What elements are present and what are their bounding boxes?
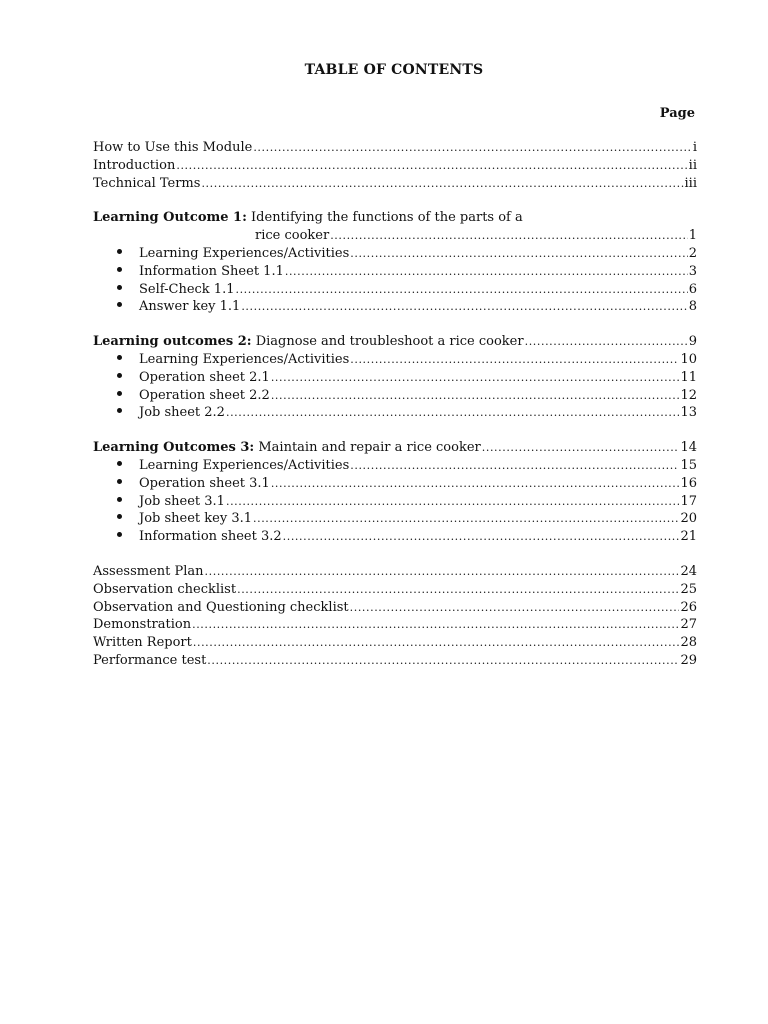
- dot-leader: [201, 175, 683, 193]
- toc-entry[interactable]: [93, 563, 697, 581]
- toc-entry-label: Technical Terms: [93, 175, 201, 191]
- learning-outcome-1-continuation: rice cooker: [255, 228, 330, 244]
- dot-leader: [253, 510, 679, 528]
- toc-subentry[interactable]: [93, 457, 697, 475]
- dot-leader: [482, 439, 680, 457]
- dot-leader: [253, 139, 692, 157]
- toc-entry-label: Learning Experiences/Activities: [139, 457, 350, 473]
- dot-leader: [176, 157, 687, 175]
- toc-entry-page: 12: [680, 387, 697, 403]
- toc-entry-label: Performance test: [93, 652, 207, 668]
- toc-entry-page: 15: [680, 457, 697, 473]
- dot-leader: [205, 563, 680, 581]
- toc-entry-page: 9: [688, 334, 697, 350]
- dot-leader: [226, 493, 679, 511]
- toc-entry-label: Job sheet key 3.1: [139, 511, 253, 527]
- learning-outcome-1-heading[interactable]: [93, 209, 697, 227]
- table-of-contents: [93, 139, 697, 670]
- toc-entry-page: 3: [688, 263, 697, 279]
- toc-subentry[interactable]: [93, 510, 697, 528]
- learning-outcome-2-heading[interactable]: [93, 333, 697, 351]
- learning-outcome-1-label: Learning Outcome 1:: [93, 210, 247, 226]
- dot-leader: [350, 351, 679, 369]
- toc-entry-label: Introduction: [93, 157, 176, 173]
- toc-entry-page: 25: [680, 581, 697, 597]
- toc-entry-label: Operation sheet 3.1: [139, 475, 270, 491]
- dot-leader: [283, 528, 680, 546]
- toc-entry-page: 29: [680, 652, 697, 668]
- dot-leader: [235, 281, 687, 299]
- toc-entry-page: 28: [680, 635, 697, 651]
- toc-entry-page: i: [692, 140, 697, 155]
- toc-entry-label: How to Use this Module: [93, 140, 253, 155]
- learning-outcome-1-text: Identifying the functions of the parts of a: [246, 210, 523, 226]
- toc-entry-label: Information sheet 3.2: [139, 529, 282, 545]
- toc-entry-label: Job sheet 2.2: [139, 405, 225, 421]
- dot-leader: [271, 475, 680, 493]
- dot-leader: [271, 387, 680, 405]
- dot-leader: [241, 298, 687, 316]
- toc-entry-page: 13: [680, 405, 697, 421]
- toc-entry-page: 6: [688, 281, 697, 297]
- toc-subentry[interactable]: [93, 351, 697, 369]
- page-column-heading: Page: [659, 106, 695, 121]
- dot-leader: [285, 263, 688, 281]
- toc-entry-page: 2: [688, 245, 697, 261]
- learning-outcome-3-heading[interactable]: [93, 439, 697, 457]
- toc-entry-label: Learning Experiences/Activities: [139, 245, 350, 261]
- toc-entry-label: Self-Check 1.1: [139, 281, 235, 297]
- dot-leader: [350, 457, 679, 475]
- toc-subentry[interactable]: [93, 404, 697, 422]
- page-title: TABLE OF CONTENTS: [304, 62, 484, 78]
- dot-leader: [207, 652, 679, 670]
- toc-subentry[interactable]: [93, 475, 697, 493]
- toc-entry[interactable]: [93, 581, 697, 599]
- toc-entry-label: Written Report: [93, 635, 192, 651]
- toc-entry-label: Information Sheet 1.1: [139, 263, 284, 279]
- dot-leader: [330, 227, 688, 245]
- toc-entry[interactable]: [93, 616, 697, 634]
- toc-entry-page: 10: [680, 351, 697, 367]
- toc-subentry[interactable]: [93, 263, 697, 281]
- toc-entry-page: 11: [680, 369, 697, 385]
- dot-leader: [226, 404, 679, 422]
- toc-entry-label: Answer key 1.1: [139, 299, 241, 315]
- toc-entry-label: Observation and Questioning checklist: [93, 599, 349, 615]
- learning-outcome-3-label: Learning Outcomes 3:: [93, 440, 255, 456]
- toc-entry[interactable]: [93, 599, 697, 617]
- dot-leader: [271, 369, 680, 387]
- toc-entry[interactable]: [93, 634, 697, 652]
- toc-entry[interactable]: [93, 227, 697, 245]
- toc-entry-page: 20: [680, 511, 697, 527]
- toc-entry[interactable]: [93, 157, 697, 175]
- dot-leader: [350, 599, 680, 617]
- toc-subentry[interactable]: [93, 528, 697, 546]
- toc-entry-label: Learning Experiences/Activities: [139, 351, 350, 367]
- toc-entry[interactable]: [93, 175, 697, 193]
- toc-entry-page: ii: [688, 157, 697, 173]
- toc-subentry[interactable]: [93, 369, 697, 387]
- toc-entry-label: Job sheet 3.1: [139, 493, 225, 509]
- toc-entry-label: Assessment Plan: [93, 563, 204, 579]
- toc-entry-page: 17: [680, 493, 697, 509]
- toc-subentry[interactable]: [93, 281, 697, 299]
- dot-leader: [193, 634, 680, 652]
- toc-entry-page: iii: [684, 175, 697, 191]
- toc-subentry[interactable]: [93, 298, 697, 316]
- toc-entry-page: 14: [680, 440, 697, 456]
- toc-entry-page: 26: [680, 599, 697, 615]
- toc-entry-page: 8: [688, 299, 697, 315]
- learning-outcome-2-label: Learning outcomes 2:: [93, 334, 252, 350]
- learning-outcome-3-text: Maintain and repair a rice cooker: [254, 440, 481, 456]
- dot-leader: [237, 581, 679, 599]
- toc-entry-page: 21: [680, 529, 697, 545]
- toc-entry-page: 16: [680, 475, 697, 491]
- toc-entry-label: Demonstration: [93, 617, 192, 633]
- dot-leader: [525, 333, 688, 351]
- toc-entry[interactable]: [93, 139, 697, 157]
- toc-subentry[interactable]: [93, 387, 697, 405]
- toc-subentry[interactable]: [93, 245, 697, 263]
- toc-entry-page: 24: [680, 563, 697, 579]
- toc-entry-label: Operation sheet 2.1: [139, 369, 270, 385]
- toc-entry-page: 27: [680, 617, 697, 633]
- toc-entry-page: 1: [688, 228, 697, 244]
- toc-entry-label: Observation checklist: [93, 581, 237, 597]
- toc-entry-label: Operation sheet 2.2: [139, 387, 270, 403]
- dot-leader: [350, 245, 687, 263]
- toc-entry[interactable]: [93, 652, 697, 670]
- learning-outcome-2-text: Diagnose and troubleshoot a rice cooker: [251, 334, 524, 350]
- toc-subentry[interactable]: [93, 493, 697, 511]
- dot-leader: [192, 616, 679, 634]
